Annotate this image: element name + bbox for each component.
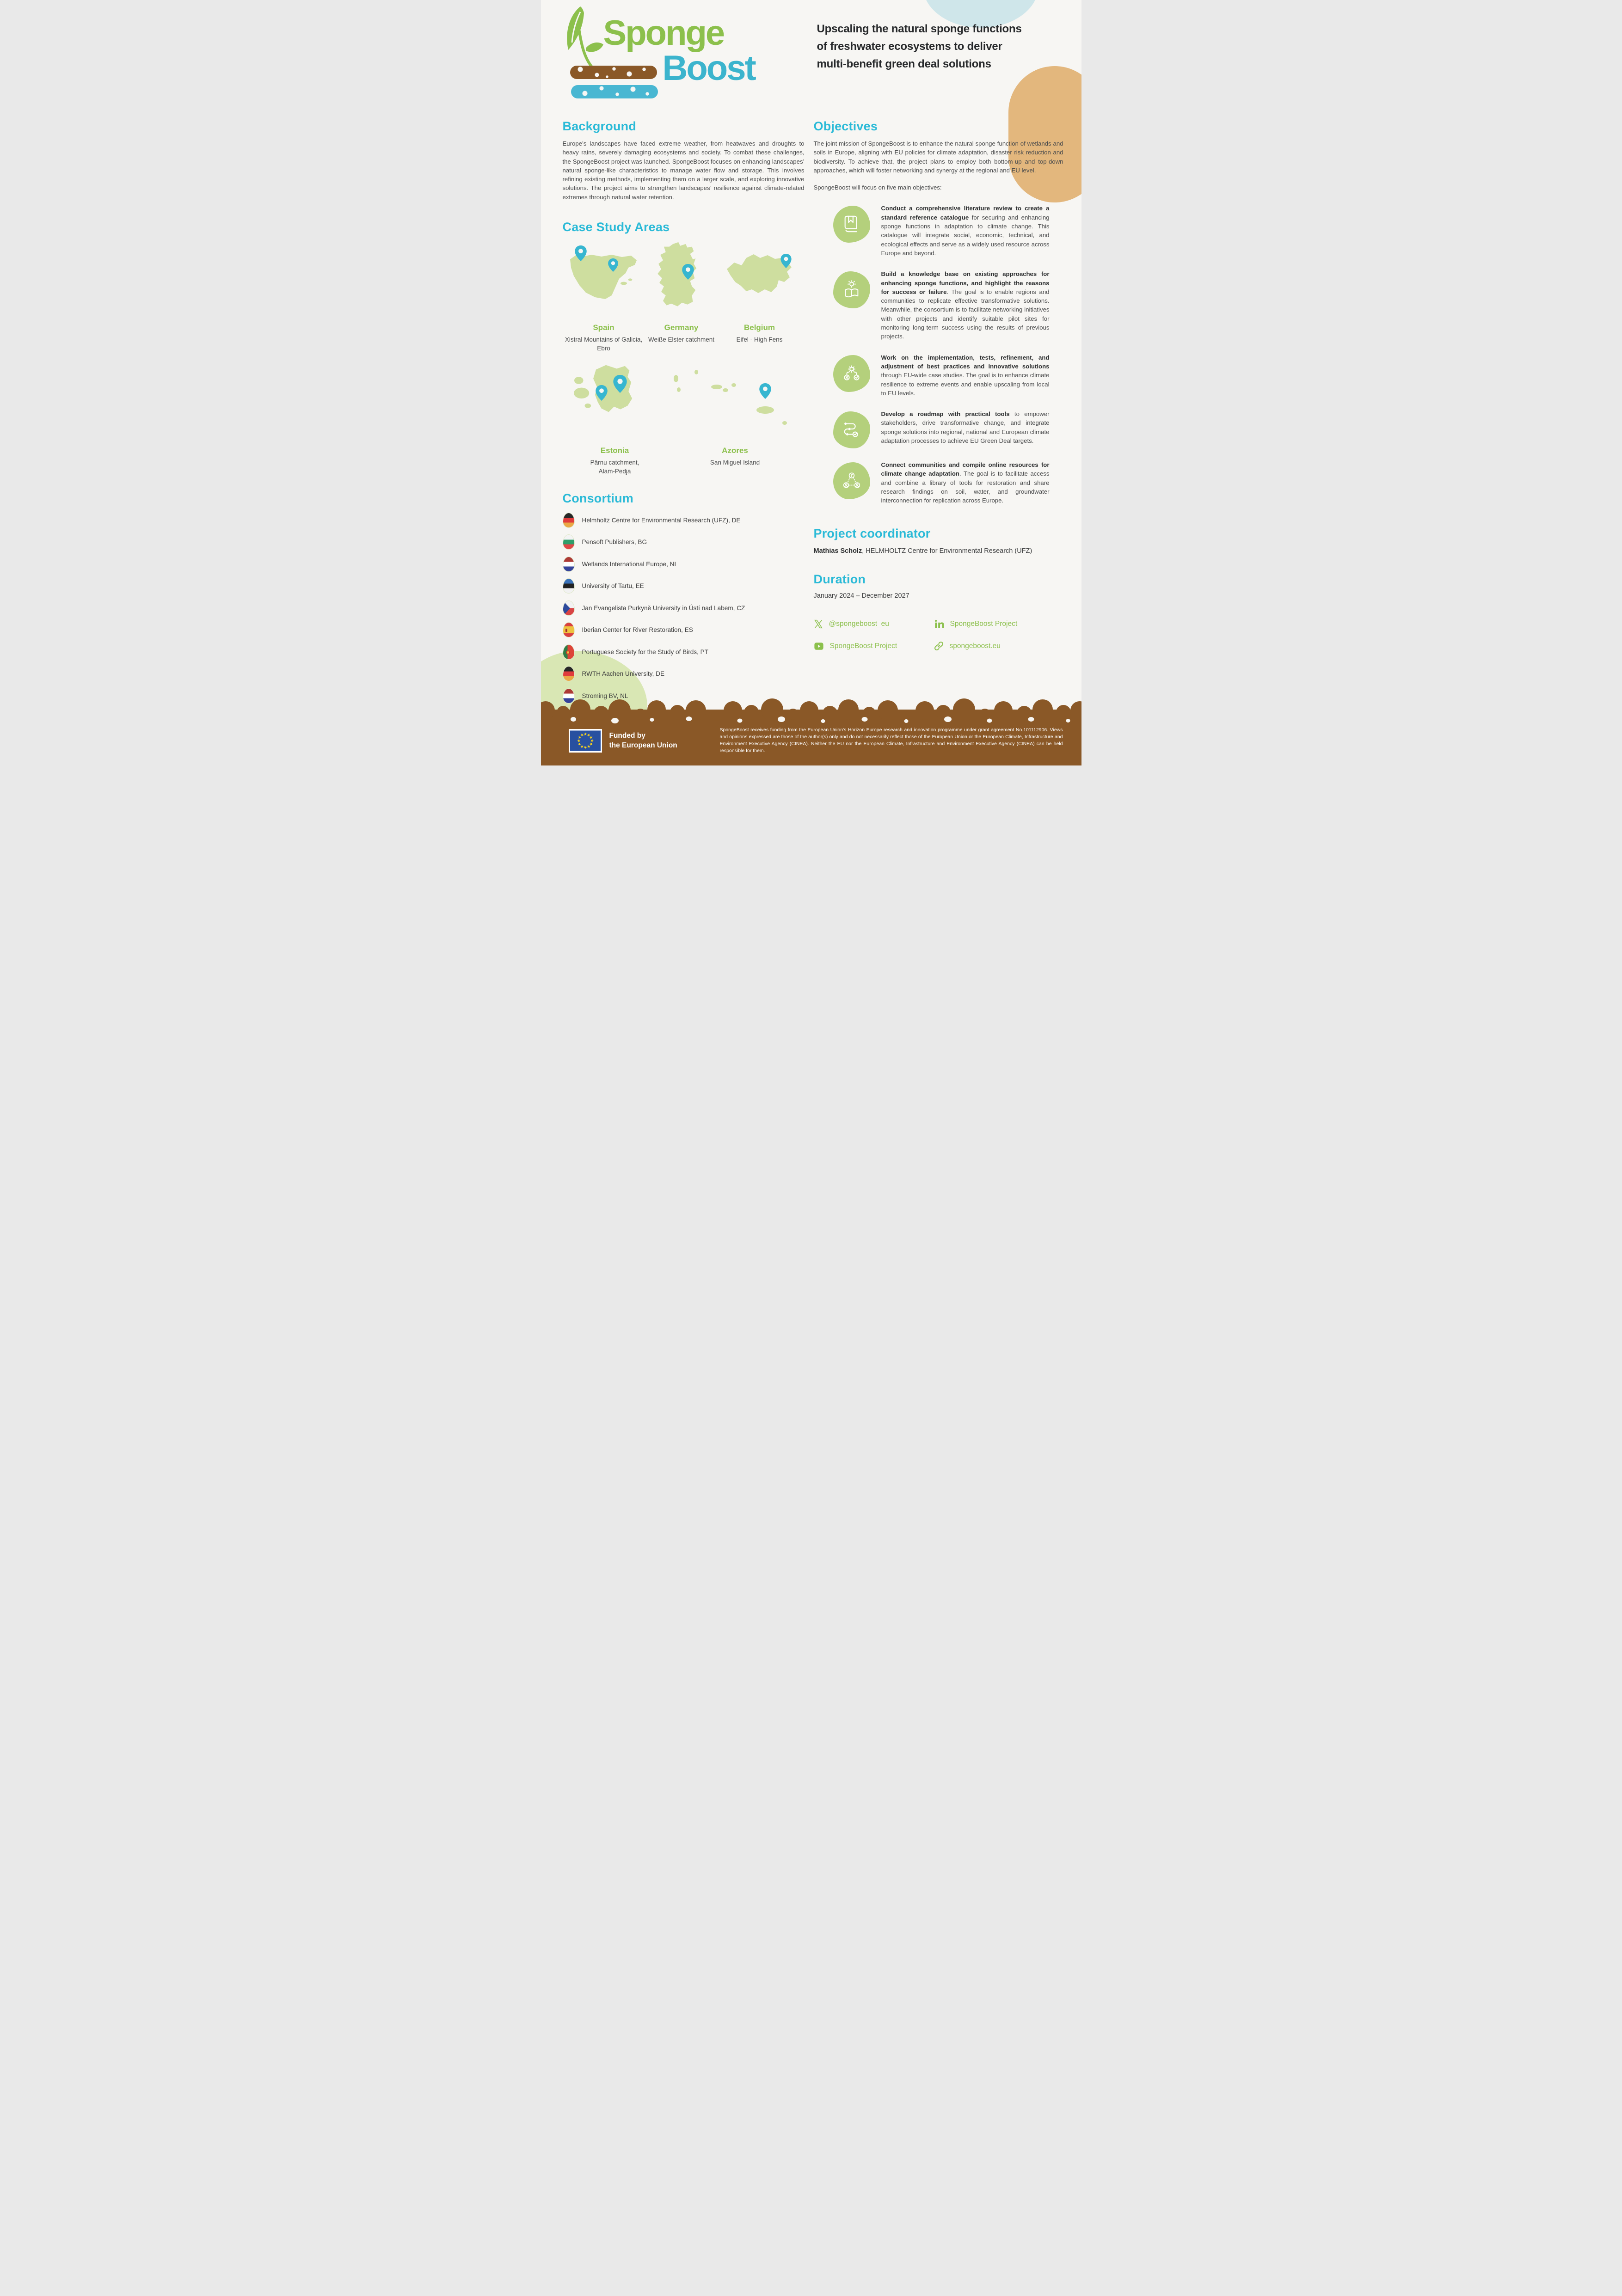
area-site: Weiße Elster catchment [648,336,715,343]
leaf-icon [563,6,609,75]
area-belgium [718,240,801,353]
azores-map [670,366,800,435]
objective-icon-blob [833,206,870,243]
logo-word-sponge: Sponge [603,13,724,53]
estonia-flag-icon [563,578,575,594]
coordinator-heading: Project coordinator [813,526,931,540]
area-site: Alam-Pedja [598,468,631,475]
duration-value: January 2024 – December 2027 [813,592,909,600]
member-name: Portuguese Society for the Study of Birds, PT [582,648,709,655]
member-name: University of Tartu, EE [582,582,644,590]
objectives-lead-in: SpongeBoost will focus on five main objectives: [813,184,942,191]
germany-flag-icon [563,513,575,528]
germany-map [653,240,710,318]
eu-flag [569,729,602,753]
objective-text [881,204,1050,257]
map-pin-icon [759,383,771,399]
area-site: Xistral Mountains of Galicia, [565,336,643,343]
idea-book-icon [842,280,861,300]
gear-check-icon [842,364,861,383]
funded-by-text [609,731,677,750]
consortium-heading: Consortium [562,491,633,506]
objective-text [881,269,1050,341]
area-site: Eifel - High Fens [736,336,783,343]
linkedin-icon [934,619,944,629]
objectives-intro: The joint mission of SpongeBoost is to enhance the natural sponge function of wetlands and soils in Europe, aligning with EU policies for climate adaptation, disaster risk reduction and biodiversity. To achieve that, the project plans to employ both bottom-up and top-down approaches, which will foster networking and synergy at the regional and EU level. [813,140,1063,174]
social-label: spongeboost.eu [949,642,1001,650]
spain-flag-icon [563,622,575,637]
map-pin-icon [780,254,792,268]
objective-rest: through EU-wide case studies. The goal is to enhance climate resilience to extreme events and enable upscaling from local to EU levels. [881,372,1050,397]
social-links [814,619,1063,651]
social-label: SpongeBoost Project [829,642,897,650]
background-heading: Background [562,119,637,133]
objective-item [814,410,1063,448]
map-pin-icon [613,375,627,393]
bulgaria-flag-icon [563,534,575,550]
youtube-icon [814,641,824,651]
objective-icon-blob [833,462,870,499]
funding-disclaimer: SpongeBoost receives funding from the European Union's Horizon Europe research and innovation programme under grant agreement No.101112906. Views and opinions expressed are those of the author(s) only and do not necessarily reflect those of the European Union or the European Climate, Infrastructure and Environment Executive Agency (CINEA). Neither the EU nor the European Climate, Infrastructure and Environment Executive Agency (CINEA) can be held responsible for them. [719,727,1063,753]
objective-bold: Work on the implementation, tests, refinement, and adjustment of best practices and innovative solutions [881,354,1050,370]
footer [541,711,1081,765]
consortium-member [563,557,805,572]
area-site: Ebro [597,345,610,352]
case-study-heading: Case Study Areas [562,220,670,234]
area-azores [667,359,803,476]
member-name: RWTH Aachen University, DE [582,670,665,678]
objective-bold: Connect communities and compile online resources for climate change adaptation [881,461,1050,478]
area-site: Pärnu catchment, [590,459,639,466]
objective-rest: to empower stakeholders, drive transformative change, and integrate sponge solutions into regional, national and European climate adaptation processes to achieve EU Green Deal targets. [881,410,1050,445]
netherlands-flag-icon [563,557,575,572]
member-name: Iberian Center for River Restoration, ES [582,626,693,634]
right-column [814,110,1063,725]
title-line-3: multi-benefit green deal solutions [817,58,991,70]
objective-rest: for securing and enhancing sponge functions in adaptation to climate change. This catalogue will integrate social, economic, technical, and ecological effects and serve as a widely used resource across Europe and beyond. [881,214,1050,257]
consortium-member [563,578,805,594]
community-icon [842,471,861,490]
social-label: @spongeboost_eu [829,619,889,628]
header [563,0,1063,110]
consortium-member [563,622,805,637]
title-line-2: of freshwater ecosystems to deliver [817,40,1002,53]
area-spain [563,240,645,353]
map-pin-icon [608,258,618,272]
spongeboost-logo [563,6,794,107]
objective-text [881,410,1050,448]
member-name: Jan Evangelista Purkyně University in Ústí nad Labem, CZ [582,604,745,612]
consortium-member [563,688,805,704]
member-name: Wetlands International Europe, NL [582,560,678,568]
objective-icon-blob [833,411,870,448]
social-linkedin[interactable] [934,619,1054,629]
consortium-member [563,644,805,660]
map-pin-icon [575,245,587,261]
netherlands-flag-icon [563,688,575,704]
book-icon [842,214,861,234]
title-line-1: Upscaling the natural sponge functions [817,23,1022,35]
eu-funding-block [569,729,677,753]
poster-title [817,20,1048,73]
logo-word-boost: Boost [662,49,755,88]
member-name: Stroming BV, NL [582,692,628,699]
left-column [563,110,805,725]
objective-bold: Conduct a comprehensive literature review to create a standard reference catalogue [881,205,1050,221]
x-icon [814,619,823,629]
social-label: SpongeBoost Project [950,619,1018,628]
case-study-row-1 [563,240,805,353]
portugal-flag-icon [563,644,575,660]
objective-item [814,269,1063,341]
area-country: Germany [664,323,699,332]
consortium-member [563,513,805,528]
funded-line-1: Funded by [609,732,645,740]
objective-text [881,460,1050,505]
social-youtube[interactable] [814,641,934,651]
area-country: Spain [593,323,614,332]
objective-item [814,204,1063,257]
objective-rest: . The goal is to enable regions and communities to replicate effective transformative solutions. Meanwhile, the consortium is to facilitate networking initiatives with other projects and identify suitable pilot sites for monitoring long-term success using the results of previous projects. [881,288,1050,340]
area-site: San Miguel Island [710,459,760,466]
coordinator-line [814,547,1063,555]
social-website[interactable] [934,641,1054,651]
consortium-member [563,534,805,550]
objective-item [814,460,1063,505]
objective-bold: Develop a roadmap with practical tools [881,410,1010,418]
duration-heading: Duration [813,572,866,586]
coordinator-affiliation: , HELMHOLTZ Centre for Environmental Research (UFZ) [862,547,1032,555]
area-country: Estonia [600,446,629,455]
member-name: Pensoft Publishers, BG [582,539,647,546]
objective-rest: . The goal is to facilitate access and combine a library of tools for restoration and share research findings on soil, water, and groundwater interconnection for replication across Europe. [881,470,1050,504]
consortium-member [563,600,805,616]
objective-icon-blob [833,271,870,308]
estonia-map [569,360,661,441]
area-germany [645,240,718,353]
objective-bold: Build a knowledge base on existing approaches for enhancing sponge functions, and highlight the reasons for success or failure [881,270,1050,295]
area-country: Azores [722,446,748,455]
objective-text [881,353,1050,398]
roadmap-icon [842,420,861,440]
czech-flag-icon [563,600,575,616]
germany-flag-icon [563,666,575,681]
member-name: Helmholtz Centre for Environmental Research (UFZ), DE [582,516,741,524]
coordinator-name: Mathias Scholz [813,547,862,555]
area-country: Belgium [743,323,775,332]
consortium-member [563,666,805,681]
social-x[interactable] [814,619,934,629]
objective-icon-blob [833,355,870,392]
link-icon [934,641,944,651]
objective-item [814,353,1063,398]
background-body: Europe’s landscapes have faced extreme weather, from heatwaves and droughts to heavy rains, severely damaging ecosystems and society. To combat these challenges, the SpongeBoost project was launched. SpongeBoost focuses on enhancing landscapes’ natural sponge-like characteristics to manage water flow and storage. This involves refining existing methods, implementing them on a larger scale, and exploring innovative solutions. The project aims to strengthen landscapes’ resilience against climate-related extremes through natural water retention. [562,140,805,201]
map-pin-icon [682,264,694,280]
map-pin-icon [596,385,608,401]
area-estonia [563,359,667,476]
funded-line-2: the European Union [609,741,677,749]
logo-water-bar [571,85,658,98]
case-study-row-2 [563,359,805,476]
poster-page [541,0,1081,765]
objectives-heading: Objectives [813,119,878,133]
logo-soil-bar [570,66,657,79]
